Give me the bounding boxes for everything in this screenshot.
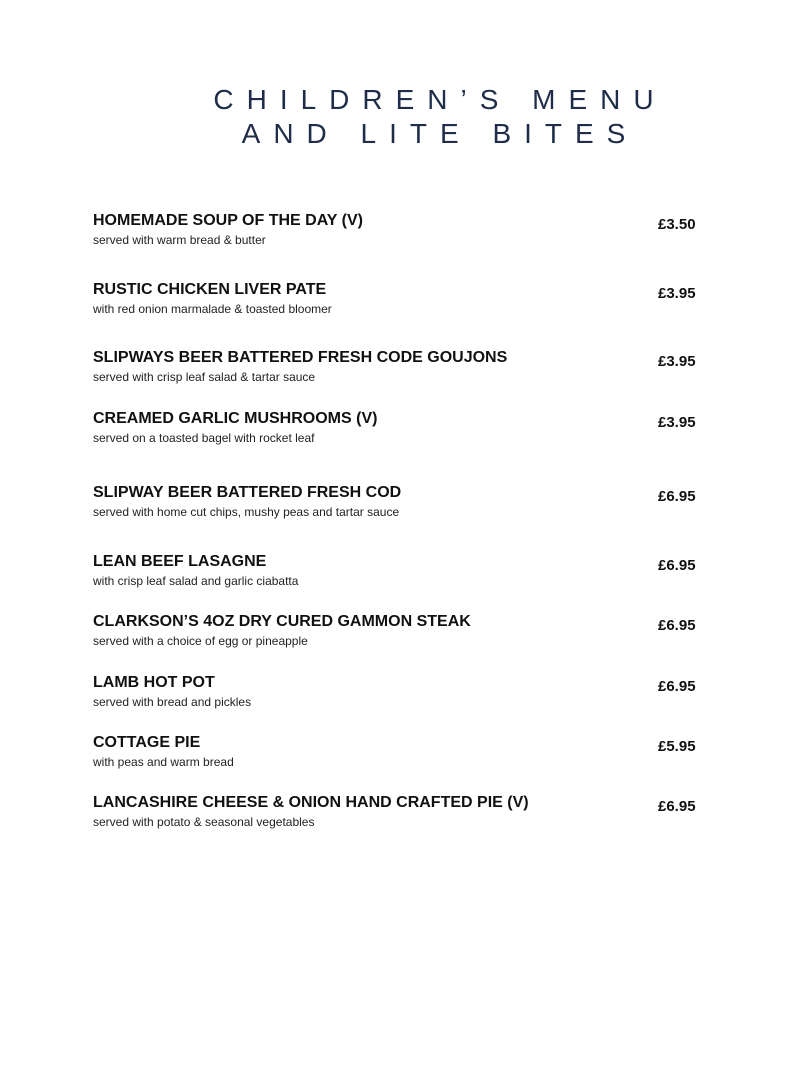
menu-item — [93, 212, 713, 256]
item-description: with red onion marmalade & toasted bloomer — [93, 302, 332, 316]
item-description: served with a choice of egg or pineapple — [93, 634, 308, 648]
menu-title-line-2: AND LITE BITES — [241, 118, 639, 149]
item-description: served with bread and pickles — [93, 695, 252, 709]
menu-item — [93, 734, 713, 778]
menu-item — [93, 674, 713, 718]
item-description: served with crisp leaf salad & tartar sauce — [93, 370, 316, 384]
item-name: LAMB HOT POT — [93, 674, 215, 691]
item-price: £3.50 — [658, 216, 696, 233]
item-description: served with potato & seasonal vegetables — [93, 815, 315, 829]
item-name: SLIPWAY BEER BATTERED FRESH COD — [93, 484, 402, 501]
item-name: RUSTIC CHICKEN LIVER PATE — [93, 281, 327, 298]
item-price: £3.95 — [658, 353, 696, 370]
item-price: £3.95 — [658, 285, 696, 302]
item-name: LANCASHIRE CHEESE & ONION HAND CRAFTED PIE (V) — [93, 794, 529, 811]
item-description: served with home cut chips, mushy peas and tartar sauce — [93, 505, 400, 519]
item-description: served with warm bread & butter — [93, 233, 266, 247]
item-name: CREAMED GARLIC MUSHROOMS (V) — [93, 410, 378, 427]
menu-item — [93, 613, 713, 657]
item-price: £6.95 — [658, 557, 696, 574]
menu-title-line-1: CHILDREN’S MENU — [213, 84, 667, 115]
menu-item — [93, 349, 713, 393]
item-name: HOMEMADE SOUP OF THE DAY (V) — [93, 212, 363, 229]
item-name: SLIPWAYS BEER BATTERED FRESH CODE GOUJONS — [93, 349, 508, 366]
item-description: served on a toasted bagel with rocket leaf — [93, 431, 315, 445]
item-price: £5.95 — [658, 738, 696, 755]
item-name: COTTAGE PIE — [93, 734, 201, 751]
menu-item — [93, 553, 713, 597]
menu-item — [93, 794, 713, 838]
menu-item — [93, 281, 713, 325]
item-price: £6.95 — [658, 617, 696, 634]
item-name: CLARKSON’S 4OZ DRY CURED GAMMON STEAK — [93, 613, 471, 630]
item-description: with peas and warm bread — [93, 755, 234, 769]
item-price: £6.95 — [658, 488, 696, 505]
menu-item — [93, 484, 713, 528]
item-price: £6.95 — [658, 678, 696, 695]
item-name: LEAN BEEF LASAGNE — [93, 553, 267, 570]
item-price: £6.95 — [658, 798, 696, 815]
item-price: £3.95 — [658, 414, 696, 431]
menu-item — [93, 410, 713, 454]
item-description: with crisp leaf salad and garlic ciabatta — [93, 574, 299, 588]
